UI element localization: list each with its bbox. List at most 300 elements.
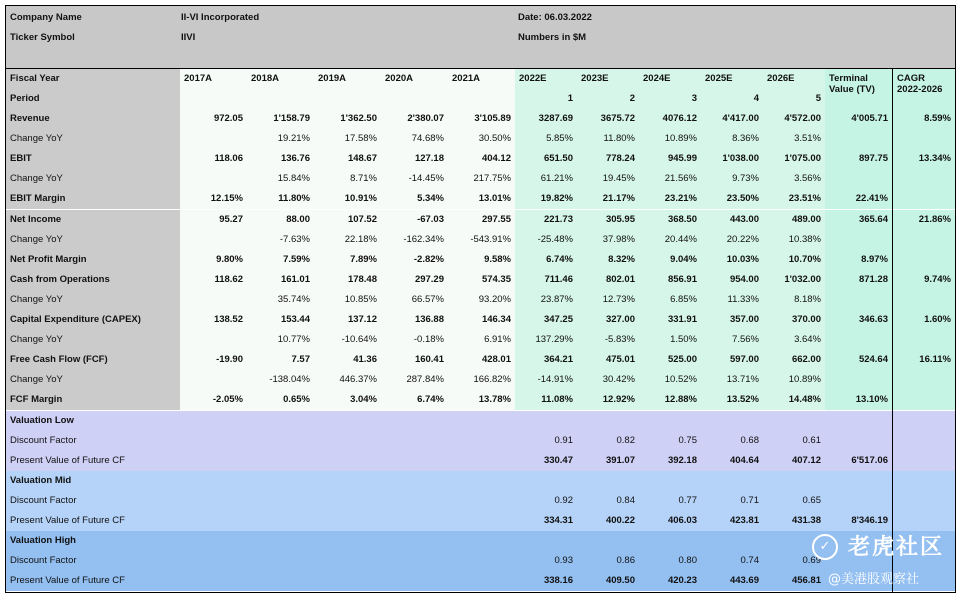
ticker-symbol-label: Ticker Symbol <box>10 32 75 43</box>
value-cell: 10.52% <box>639 370 701 390</box>
period-label: Period <box>10 93 40 104</box>
value-cell <box>314 531 381 551</box>
value-cell: 160.41 <box>381 350 448 370</box>
row-label: Change YoY <box>6 330 180 350</box>
value-cell: 297.55 <box>448 210 515 230</box>
cagr-cell <box>893 129 955 149</box>
value-cell: 330.47 <box>543 454 573 466</box>
terminal-value-cell: 22.41% <box>825 189 892 209</box>
value-cell: 7.89% <box>314 250 381 270</box>
value-cell: 400.22 <box>605 515 635 526</box>
terminal-value-cell: 871.28 <box>825 270 892 290</box>
value-cell: 489.00 <box>763 210 825 230</box>
value-cell: 30.50% <box>448 129 515 149</box>
value-cell: 19.82% <box>515 189 577 209</box>
cagr-cell <box>893 451 955 471</box>
value-cell <box>577 471 639 491</box>
value-cell: 404.12 <box>448 149 515 169</box>
value-cell <box>180 129 247 149</box>
value-cell: 8.36% <box>701 129 763 149</box>
value-cell: 0.71 <box>740 494 759 506</box>
row-label: Valuation Mid <box>10 474 72 486</box>
value-cell: 954.00 <box>701 270 763 290</box>
cagr-cell <box>893 431 955 451</box>
value-cell: 287.84% <box>381 370 448 390</box>
value-cell: 5.34% <box>381 189 448 209</box>
value-cell: 21.17% <box>577 189 639 209</box>
table-row <box>6 210 955 230</box>
value-cell: 347.25 <box>515 310 577 330</box>
row-label: Discount Factor <box>10 434 77 446</box>
value-cell: 15.84% <box>247 169 314 189</box>
value-cell: 11.80% <box>247 189 314 209</box>
value-cell: 11.80% <box>577 129 639 149</box>
value-cell <box>247 451 314 471</box>
value-cell: 1'075.00 <box>763 149 825 169</box>
value-cell: 74.68% <box>381 129 448 149</box>
year-label: 2020A <box>385 73 413 84</box>
value-cell: 10.91% <box>314 189 381 209</box>
value-cell <box>180 571 247 591</box>
value-cell: 0.61 <box>802 434 821 446</box>
value-cell <box>180 491 247 511</box>
value-cell: 8.71% <box>314 169 381 189</box>
row-label: EBIT Margin <box>6 189 180 209</box>
table-row <box>6 310 955 330</box>
value-cell: -0.18% <box>381 330 448 350</box>
table-row <box>6 270 955 290</box>
watermark-brand: 老虎社区 <box>848 535 945 560</box>
year-label: 2022E <box>519 73 547 84</box>
row-label: Valuation High <box>10 535 76 547</box>
table-row <box>6 471 955 491</box>
value-cell: 8.32% <box>577 250 639 270</box>
value-cell: 475.01 <box>577 350 639 370</box>
value-cell: 217.75% <box>448 169 515 189</box>
value-cell: 3287.69 <box>515 109 577 129</box>
value-cell <box>448 511 515 531</box>
row-label: Present Value of Future CF <box>10 454 125 466</box>
value-cell: 221.73 <box>515 210 577 230</box>
tiger-logo-icon: ✓ <box>812 534 838 560</box>
value-cell: 327.00 <box>577 310 639 330</box>
value-cell: 10.89% <box>763 370 825 390</box>
value-cell <box>180 411 247 431</box>
cagr-cell <box>893 290 955 310</box>
value-cell <box>314 451 381 471</box>
value-cell <box>247 491 314 511</box>
value-cell: 6.91% <box>448 330 515 350</box>
value-cell: 662.00 <box>763 350 825 370</box>
value-cell: -7.63% <box>247 230 314 250</box>
value-cell: 37.98% <box>577 230 639 250</box>
value-cell <box>314 431 381 451</box>
terminal-value-cell: 13.10% <box>825 390 892 410</box>
year-header <box>701 69 763 109</box>
value-cell: 391.07 <box>605 454 635 466</box>
value-cell: 3'105.89 <box>448 109 515 129</box>
value-cell: 166.82% <box>448 370 515 390</box>
value-cell: 334.31 <box>543 515 573 526</box>
row-label: Present Value of Future CF <box>10 575 125 587</box>
terminal-value-cell <box>825 411 892 431</box>
value-cell <box>639 531 701 551</box>
row-label: Discount Factor <box>10 555 77 567</box>
value-cell: 118.06 <box>180 149 247 169</box>
value-cell <box>180 451 247 471</box>
value-cell <box>577 411 639 431</box>
cagr-header: CAGR 2022-2026 <box>893 69 955 109</box>
value-cell: 370.00 <box>763 310 825 330</box>
value-cell <box>577 531 639 551</box>
value-cell: 856.91 <box>639 270 701 290</box>
table-row <box>6 149 955 169</box>
terminal-value-cell: 8.97% <box>825 250 892 270</box>
period-number: 4 <box>753 93 759 104</box>
value-cell <box>247 551 314 571</box>
row-label: Valuation Low <box>10 414 74 426</box>
value-cell: 443.69 <box>729 575 759 587</box>
row-label: Change YoY <box>6 169 180 189</box>
year-label: 2023E <box>581 73 609 84</box>
value-cell <box>247 531 314 551</box>
value-cell: 118.62 <box>180 270 247 290</box>
value-cell: 12.73% <box>577 290 639 310</box>
year-header <box>247 69 314 109</box>
value-cell: 3.04% <box>314 390 381 410</box>
numbers-unit-label: Numbers in $M <box>518 32 587 43</box>
value-cell <box>381 511 448 531</box>
value-cell: 4'572.00 <box>763 109 825 129</box>
value-cell: 711.46 <box>515 270 577 290</box>
value-cell: 1.50% <box>639 330 701 350</box>
year-label: 2021A <box>452 73 480 84</box>
value-cell <box>381 491 448 511</box>
value-cell: 11.08% <box>515 390 577 410</box>
value-cell: -5.83% <box>577 330 639 350</box>
terminal-value-cell <box>825 370 892 390</box>
value-cell <box>180 531 247 551</box>
value-cell <box>763 471 825 491</box>
value-cell: 456.81 <box>791 575 821 587</box>
value-cell <box>314 411 381 431</box>
value-cell <box>314 471 381 491</box>
value-cell <box>180 471 247 491</box>
company-name-label: Company Name <box>10 12 82 23</box>
value-cell: 778.24 <box>577 149 639 169</box>
value-cell <box>247 571 314 591</box>
value-cell <box>448 411 515 431</box>
value-cell <box>639 471 701 491</box>
value-cell: 161.01 <box>247 270 314 290</box>
table-row <box>6 451 955 471</box>
year-label: 2019A <box>318 73 346 84</box>
value-cell: 407.12 <box>791 454 821 466</box>
value-cell: 13.52% <box>701 390 763 410</box>
value-cell: 802.01 <box>577 270 639 290</box>
value-cell <box>381 531 448 551</box>
row-label: Change YoY <box>6 129 180 149</box>
value-cell <box>701 531 763 551</box>
value-cell: 23.50% <box>701 189 763 209</box>
value-cell: 7.56% <box>701 330 763 350</box>
year-header <box>515 69 577 109</box>
value-cell: 136.88 <box>381 310 448 330</box>
value-cell <box>515 471 577 491</box>
year-header <box>639 69 701 109</box>
value-cell: 10.38% <box>763 230 825 250</box>
cagr-cell <box>893 189 955 209</box>
value-cell: 35.74% <box>247 290 314 310</box>
cagr-cell <box>893 250 955 270</box>
value-cell: 428.01 <box>448 350 515 370</box>
year-label: 2025E <box>705 73 733 84</box>
watermark <box>806 528 956 590</box>
column-header-row <box>6 69 955 109</box>
value-cell <box>314 511 381 531</box>
value-cell: 0.80 <box>678 555 697 567</box>
value-cell <box>247 411 314 431</box>
value-cell <box>381 431 448 451</box>
table-row <box>6 370 955 390</box>
row-label: FCF Margin <box>6 390 180 410</box>
row-label: EBIT <box>6 149 180 169</box>
value-cell <box>180 431 247 451</box>
terminal-value-cell: 524.64 <box>825 350 892 370</box>
year-header <box>577 69 639 109</box>
date-label: Date: 06.03.2022 <box>518 12 592 23</box>
value-cell: 23.21% <box>639 189 701 209</box>
year-label: 2026E <box>767 73 795 84</box>
value-cell: -543.91% <box>448 230 515 250</box>
value-cell: 9.73% <box>701 169 763 189</box>
value-cell: 138.52 <box>180 310 247 330</box>
value-cell: 4'417.00 <box>701 109 763 129</box>
value-cell: 148.67 <box>314 149 381 169</box>
value-cell <box>180 290 247 310</box>
table-row <box>6 189 955 209</box>
value-cell: 2'380.07 <box>381 109 448 129</box>
value-cell: 137.29% <box>515 330 577 350</box>
cagr-cell: 16.11% <box>893 350 955 370</box>
value-cell: 13.01% <box>448 189 515 209</box>
row-label: Discount Factor <box>10 494 77 506</box>
value-cell: 3.64% <box>763 330 825 350</box>
terminal-value-cell: 4'005.71 <box>825 109 892 129</box>
value-cell: 431.38 <box>791 515 821 526</box>
company-name-value: II-VI Incorporated <box>181 12 260 23</box>
value-cell: 6.74% <box>515 250 577 270</box>
table-row <box>6 109 955 129</box>
value-cell: 6.74% <box>381 390 448 410</box>
period-number: 2 <box>629 93 635 104</box>
value-cell: 945.99 <box>639 149 701 169</box>
value-cell <box>448 431 515 451</box>
table-row <box>6 250 955 270</box>
value-cell: -14.91% <box>515 370 577 390</box>
value-cell: 10.77% <box>247 330 314 350</box>
value-cell: -25.48% <box>515 230 577 250</box>
value-cell: 597.00 <box>701 350 763 370</box>
value-cell <box>448 571 515 591</box>
value-cell: 0.68 <box>740 434 759 446</box>
value-cell: 88.00 <box>247 210 314 230</box>
value-cell <box>448 451 515 471</box>
value-cell: 297.29 <box>381 270 448 290</box>
value-cell: 420.23 <box>667 575 697 587</box>
value-cell: 3675.72 <box>577 109 639 129</box>
value-cell <box>247 471 314 491</box>
row-label: Net Profit Margin <box>6 250 180 270</box>
year-label: 2018A <box>251 73 279 84</box>
value-cell <box>180 169 247 189</box>
cagr-cell <box>893 169 955 189</box>
value-cell: -162.34% <box>381 230 448 250</box>
divider-cagr <box>892 69 893 592</box>
value-cell: 127.18 <box>381 149 448 169</box>
value-cell: 10.89% <box>639 129 701 149</box>
value-cell: 525.00 <box>639 350 701 370</box>
value-cell: 338.16 <box>543 575 573 587</box>
year-header <box>180 69 247 109</box>
fiscal-year-label: Fiscal Year <box>10 73 60 84</box>
value-cell: 14.48% <box>763 390 825 410</box>
value-cell <box>180 370 247 390</box>
cagr-cell: 9.74% <box>893 270 955 290</box>
value-cell: 20.44% <box>639 230 701 250</box>
row-label: Change YoY <box>6 230 180 250</box>
value-cell: 574.35 <box>448 270 515 290</box>
value-cell: 0.82 <box>616 434 635 446</box>
value-cell: 406.03 <box>667 515 697 526</box>
value-cell <box>381 471 448 491</box>
value-cell: 392.18 <box>667 454 697 466</box>
value-cell: -19.90 <box>180 350 247 370</box>
row-label: Free Cash Flow (FCF) <box>6 350 180 370</box>
year-label: 2017A <box>184 73 212 84</box>
value-cell: 19.21% <box>247 129 314 149</box>
period-number: 3 <box>691 93 697 104</box>
value-cell: 11.33% <box>701 290 763 310</box>
value-cell: 3.51% <box>763 129 825 149</box>
row-label: Change YoY <box>6 290 180 310</box>
value-cell: 7.59% <box>247 250 314 270</box>
value-cell <box>448 491 515 511</box>
value-cell <box>180 330 247 350</box>
value-cell: 13.71% <box>701 370 763 390</box>
terminal-value-cell <box>825 290 892 310</box>
spreadsheet <box>5 5 956 593</box>
cagr-cell <box>893 330 955 350</box>
value-cell: 21.56% <box>639 169 701 189</box>
value-cell <box>515 411 577 431</box>
value-cell: 331.91 <box>639 310 701 330</box>
cagr-cell: 13.34% <box>893 149 955 169</box>
value-cell: 23.87% <box>515 290 577 310</box>
terminal-value-cell: 897.75 <box>825 149 892 169</box>
value-cell: 17.58% <box>314 129 381 149</box>
value-cell: 12.88% <box>639 390 701 410</box>
value-cell <box>381 551 448 571</box>
value-cell: 4076.12 <box>639 109 701 129</box>
value-cell: 651.50 <box>515 149 577 169</box>
terminal-value-cell <box>825 129 892 149</box>
value-cell: 0.69 <box>802 555 821 567</box>
terminal-value-cell <box>825 230 892 250</box>
terminal-value-cell <box>825 431 892 451</box>
cagr-cell <box>893 471 955 491</box>
value-cell: 137.12 <box>314 310 381 330</box>
value-cell: 153.44 <box>247 310 314 330</box>
table-row <box>6 491 955 511</box>
value-cell: 3.56% <box>763 169 825 189</box>
value-cell: 12.15% <box>180 189 247 209</box>
value-cell: 178.48 <box>314 270 381 290</box>
terminal-value-cell: 6'517.06 <box>851 454 888 466</box>
row-label: Cash from Operations <box>6 270 180 290</box>
year-label: 2024E <box>643 73 671 84</box>
value-cell: 0.65 <box>802 494 821 506</box>
value-cell: -67.03 <box>381 210 448 230</box>
value-cell: 22.18% <box>314 230 381 250</box>
sheet-header <box>6 6 955 69</box>
value-cell <box>701 471 763 491</box>
value-cell: 305.95 <box>577 210 639 230</box>
value-cell <box>180 551 247 571</box>
value-cell: 0.77 <box>678 494 697 506</box>
table-row <box>6 230 955 250</box>
table-row <box>6 290 955 310</box>
value-cell: 13.78% <box>448 390 515 410</box>
period-number: 5 <box>815 93 821 104</box>
terminal-value-header: Terminal Value (TV) <box>825 69 892 109</box>
value-cell <box>381 451 448 471</box>
value-cell: 9.58% <box>448 250 515 270</box>
value-cell: 10.03% <box>701 250 763 270</box>
value-cell: 61.21% <box>515 169 577 189</box>
value-cell: 0.93 <box>554 555 573 567</box>
table-row <box>6 169 955 189</box>
ticker-symbol-value: IIVI <box>181 32 196 43</box>
year-header <box>314 69 381 109</box>
value-cell: 0.75 <box>678 434 697 446</box>
value-cell: -2.82% <box>381 250 448 270</box>
table-row <box>6 350 955 370</box>
value-cell: 1'158.79 <box>247 109 314 129</box>
value-cell: 20.22% <box>701 230 763 250</box>
value-cell <box>314 491 381 511</box>
value-cell <box>180 511 247 531</box>
terminal-value-cell: 8'346.19 <box>851 515 888 526</box>
value-cell: 0.92 <box>554 494 573 506</box>
value-cell: 41.36 <box>314 350 381 370</box>
row-label: Net Income <box>6 210 180 230</box>
value-cell: 443.00 <box>701 210 763 230</box>
row-label: Present Value of Future CF <box>10 515 125 526</box>
terminal-value-cell <box>825 471 892 491</box>
value-cell <box>448 531 515 551</box>
value-cell <box>314 551 381 571</box>
value-cell: 404.64 <box>729 454 759 466</box>
column-header-label <box>6 69 180 109</box>
value-cell: 1'362.50 <box>314 109 381 129</box>
value-cell <box>448 551 515 571</box>
cagr-cell: 1.60% <box>893 310 955 330</box>
value-cell: 0.74 <box>740 555 759 567</box>
cagr-cell <box>893 411 955 431</box>
value-cell <box>247 431 314 451</box>
value-cell: 12.92% <box>577 390 639 410</box>
